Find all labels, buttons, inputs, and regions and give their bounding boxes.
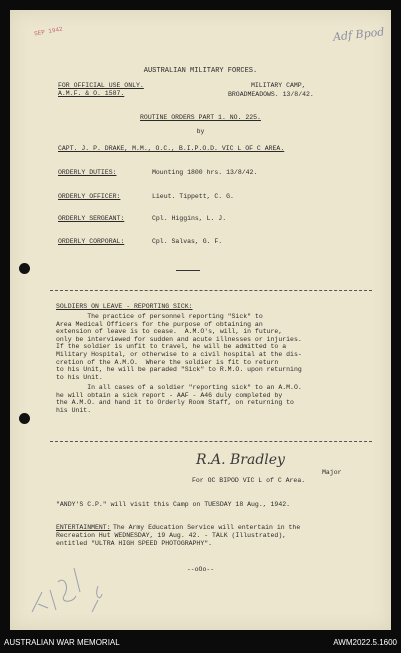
entertainment-line-3: entitled "ULTRA HIGH SPEED PHOTOGRAPHY". [56, 540, 213, 547]
punch-hole-bottom [19, 413, 30, 424]
footer-accession-number: AWM2022.5.1600 [333, 638, 397, 647]
handwritten-annotation-top: Adf Bpod [332, 25, 385, 44]
entertainment-line-2: Recreation Hut WEDNESDAY, 19 Aug. 42. - TALK (Illustrated), [56, 532, 287, 539]
received-stamp: SEP 1942 [33, 25, 64, 38]
location-date: BROADMEADOWS. 13/8/42. [228, 91, 314, 98]
entertainment-label: ENTERTAINMENT: [56, 524, 111, 531]
end-marker: --oOo-- [186, 566, 215, 573]
reference-number: A.M.F. & O. 1587. [58, 90, 125, 97]
orders-by: by [196, 128, 205, 135]
dashed-separator-top [50, 290, 372, 291]
duty-value-officer: Lieut. Tippett, C. G. [152, 193, 234, 200]
entertainment-line-1: The Army Education Service will entertain in the [113, 524, 301, 531]
orders-title: ROUTINE ORDERS PART 1. NO. 225. [140, 114, 261, 121]
camp-name: MILITARY CAMP, [251, 82, 306, 89]
short-divider [176, 270, 200, 271]
pencil-scribble [28, 552, 118, 627]
duty-label-duties: ORDERLY DUTIES: [58, 169, 117, 176]
signature: R.A. Bradley [196, 452, 285, 468]
section-paragraph-2: In all cases of a soldier "reporting sick" to an A.M.O. he will obtain a sick report - AAF - A46 duly completed by the A.M.O. and hand it to Orderly Room Staff, on returning to his Unit. [56, 384, 302, 414]
document-title: AUSTRALIAN MILITARY FORCES. [143, 67, 258, 75]
signature-rank: Major [322, 469, 342, 476]
section-heading: SOLDIERS ON LEAVE - REPORTING SICK: [56, 303, 193, 310]
duty-label-corporal: ORDERLY CORPORAL: [58, 238, 125, 245]
official-use-label: FOR OFFICIAL USE ONLY. [58, 82, 144, 89]
orders-issuer: CAPT. J. P. DRAKE, M.M., O.C., B.I.P.O.D. VIC L OF C AREA. [58, 145, 285, 152]
duty-value-corporal: Cpl. Salvas, G. F. [152, 238, 223, 245]
duty-label-officer: ORDERLY OFFICER: [58, 193, 121, 200]
duty-value-duties: Mounting 1800 hrs. 13/8/42. [152, 169, 258, 176]
duty-label-sergeant: ORDERLY SERGEANT: [58, 215, 125, 222]
dashed-separator-bottom [50, 441, 372, 442]
andys-notice: "ANDY'S C.P." will visit this Camp on TUESDAY 18 Aug., 1942. [56, 501, 291, 508]
signature-line: For OC BIPOD VIC L of C Area. [192, 477, 306, 484]
duty-value-sergeant: Cpl. Higgins, L. J. [152, 215, 227, 222]
punch-hole-top [19, 263, 30, 274]
section-paragraph-1: The practice of personnel reporting "Sick" to Area Medical Officers for the purpose of obtaining an extension of leave is to cease. A.M.O's, will, in future, only be interviewed for sudden and acute illnesses or injuries. If the soldier is unfit to travel, he will be admitted to a Military Hospital, or otherwise to a civil hospital at the dis- cretion of the A.M.O. Where the soldier is fit to return to his Unit, he will be paraded "Sick" to R.M.O. upon returning to his Unit. [56, 313, 302, 381]
footer-institution: AUSTRALIAN WAR MEMORIAL [4, 638, 120, 647]
